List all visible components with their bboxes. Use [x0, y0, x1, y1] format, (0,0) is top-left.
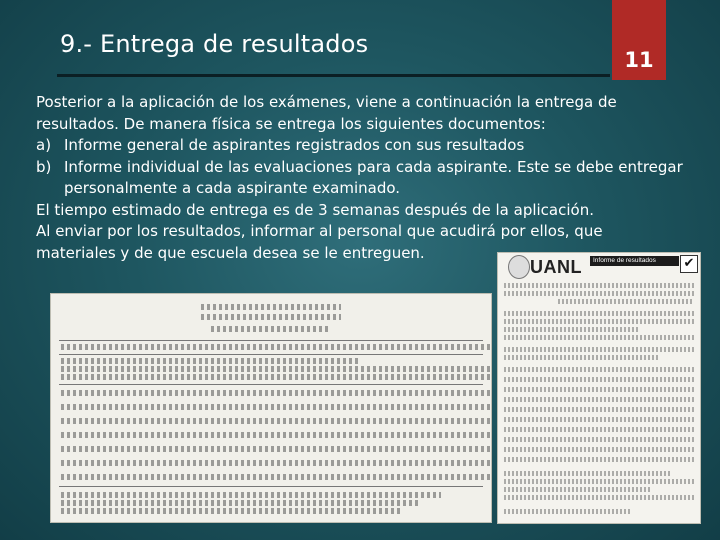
report-row [558, 299, 694, 304]
report-row [504, 487, 650, 492]
report-divider [59, 354, 483, 355]
report-label: Informe de resultados [590, 256, 679, 266]
report-row [504, 471, 670, 476]
report-row [504, 407, 694, 412]
page-number-badge [612, 0, 666, 80]
report-divider [59, 384, 483, 385]
report-row [504, 335, 694, 340]
uanl-logo: UANL [530, 257, 582, 277]
report-row [504, 291, 694, 296]
report-row [504, 457, 694, 462]
report-row [61, 374, 491, 380]
time-note: El tiempo estimado de entrega es de 3 semanas después de la aplicación. [36, 200, 594, 219]
report-row [61, 474, 491, 480]
page-number: 11 [624, 48, 654, 72]
report-row [504, 417, 694, 422]
list-item-text: Informe general de aspirantes registrados con sus resultados [64, 136, 525, 154]
report-row [61, 390, 491, 396]
slide-title: 9.- Entrega de resultados [60, 30, 369, 58]
report-row [504, 283, 694, 288]
report-row [61, 418, 491, 424]
report-divider [59, 486, 483, 487]
report-row [504, 437, 694, 442]
report-row [61, 344, 491, 350]
report-header-line [211, 326, 331, 332]
title-underline [57, 74, 610, 77]
report-row [61, 366, 491, 372]
report-header-line [201, 304, 341, 310]
report-row [504, 387, 694, 392]
report-row [61, 358, 361, 364]
report-row [61, 500, 421, 506]
report-row [504, 367, 694, 372]
report-divider [59, 340, 483, 341]
report-row [504, 319, 694, 324]
report-row [504, 347, 694, 352]
report-row [504, 427, 694, 432]
report-row [61, 508, 401, 514]
report-row [61, 446, 491, 452]
report-row [504, 509, 630, 514]
report-row [61, 492, 441, 498]
report-row [504, 377, 694, 382]
report-row [504, 447, 694, 452]
report-row [504, 311, 694, 316]
body-text [36, 92, 686, 264]
individual-report-image [497, 252, 701, 524]
report-header-line [201, 314, 341, 320]
report-row [61, 460, 491, 466]
list-item [36, 157, 686, 200]
uanl-seal-icon [508, 255, 530, 279]
report-row [504, 327, 640, 332]
report-row [504, 479, 694, 484]
instructions-paragraph: Al enviar por los resultados, informar al personal que acudirá por ellos, que materiales y de que escuela desea se le entreguen. [36, 222, 603, 262]
check-icon: ✔ [680, 255, 698, 273]
list-marker: b) [36, 157, 52, 176]
report-row [61, 404, 491, 410]
report-row [61, 432, 491, 438]
general-report-image [50, 293, 492, 523]
intro-paragraph: Posterior a la aplicación de los exámenes, viene a continuación la entrega de resultados. De manera física se entrega los siguientes documentos: [36, 93, 617, 133]
report-row [504, 495, 694, 500]
list-item-text: Informe individual de las evaluaciones para cada aspirante. Este se debe entregar personalmente a cada aspirante examinado. [64, 157, 683, 197]
list-marker: a) [36, 136, 52, 154]
report-row [504, 355, 660, 360]
report-row [504, 397, 694, 402]
list-item [36, 135, 686, 157]
